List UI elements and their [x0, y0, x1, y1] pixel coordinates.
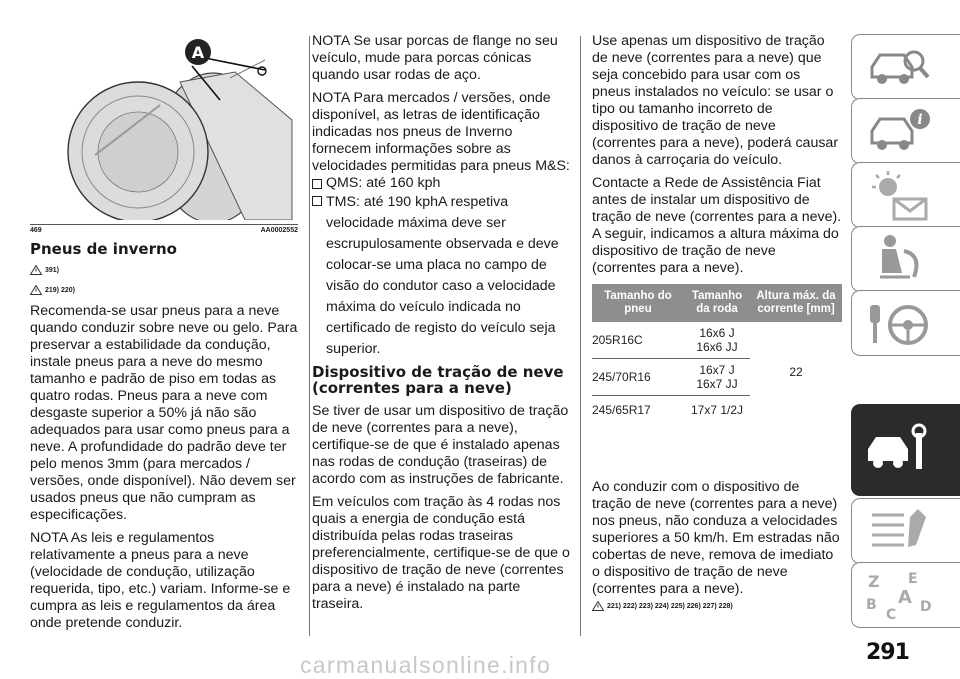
car-info-icon: [864, 105, 934, 157]
winter-tires-paragraph: Recomenda-se usar pneus para a neve quando conduzir sobre neve ou gelo. Para preservar a estabilidade da condução, instale pneus para a neve do mesmo tamanho e padrão de piso em todas as quatro rodas. Pneus para a neve com desgaste superior a 50% já não são adequados para usar como pneus para a neve. A profundidade do padrão deve ter pelo menos 3mm (para mercados / versões, onde disponível). Não devem ser usados pneus que não cumpram as especificações.: [30, 303, 298, 523]
speed-letters-note: NOTA Para mercados / versões, onde disponível, as letras de identificação indicadas nos pneus de Inverno fornecem informações sobre as velocidades permitidas para pneus M&S:: [312, 90, 570, 174]
car-search-icon: [864, 41, 934, 93]
warning-ref-1: 391): [30, 265, 298, 275]
table-cell-max-height: 22: [789, 364, 803, 379]
tab-key-steering[interactable]: [851, 290, 960, 356]
svg-text:i: i: [917, 112, 923, 128]
awd-paragraph: Em veículos com tração às 4 rodas nos quais a energia de condução está distribuída pelas rodas traseiras preferencialmente, certifique-se de que o dispositivo de tração de neve (correntes para a neve) é instalado na parte traseira.: [312, 494, 570, 612]
tab-alphabet-index[interactable]: [851, 562, 960, 628]
snow-chains-paragraph: Se tiver de usar um dispositivo de tração de neve (correntes para a neve), certifique-se de que é instalado apenas nas rodas de condução (traseiras) de acordo com as instruções de fabricante.: [312, 403, 569, 487]
warning-refs: 221) 222) 223) 224) 225) 226) 227) 228): [592, 601, 842, 611]
table-cell: 245/65R17: [592, 403, 651, 417]
svg-text:Z: Z: [868, 572, 880, 591]
table-cell: 16x6 J 16x6 JJ: [684, 322, 750, 359]
section-title-winter-tires: Pneus de inverno: [30, 240, 177, 258]
warning-triangle-icon: [30, 265, 42, 275]
chain-type-paragraph: Use apenas um dispositivo de tração de neve (correntes para a neve) que seja concebido para usar com os pneus instalados no veículo: se usar o tipo ou tamanho incorreto de dispositivo de tração de neve (correntes para a neve), poderá causar danos à carroçaria do veículo.: [592, 33, 839, 168]
figure-callout: A: [191, 43, 205, 62]
tab-airbag-seat[interactable]: [851, 226, 960, 292]
airbag-seat-icon: [864, 233, 934, 285]
column-divider: [580, 36, 581, 636]
page-number: 291: [866, 640, 909, 665]
table-header: Tamanho do pneu: [592, 284, 684, 322]
list-item-tms: TMS: até 190 kphA respetiva velocidade máxima deve ser escrupulosamente observada e deve colocar-se uma placa no campo de visão do condutor caso a velocidade máxima do veículo indicada no certificado de registo do veículo seja superior.: [312, 192, 570, 360]
section-title-snow-chains: Dispositivo de tração de neve (correntes para a neve): [312, 363, 564, 397]
chain-height-table: [592, 284, 842, 421]
warning-triangle-icon: [30, 285, 42, 295]
svg-text:A: A: [898, 587, 912, 608]
alphabet-index-icon: [864, 569, 934, 621]
checkbox-bullet-icon: [312, 196, 322, 206]
svg-text:D: D: [920, 599, 932, 615]
table-header: Altura máx. da corrente [mm]: [750, 284, 842, 322]
watermark: carmanualsonline.info: [300, 652, 552, 678]
table-cell: 16x7 J 16x7 JJ: [684, 359, 750, 396]
winter-tires-note: NOTA As leis e regulamentos relativamente a pneus para a neve (velocidade de condução, utilização requerida, tipo, etc.) variam. Informe-se e cumpra as leis e regulamentos da área onde pretende conduzir.: [30, 530, 291, 631]
list-item-qms: QMS: até 160 kph: [312, 175, 570, 192]
svg-text:E: E: [908, 571, 918, 587]
driving-with-chains-paragraph: Ao conduzir com o dispositivo de tração de neve (correntes para a neve) nos pneus, não conduza a velocidades superiores a 50 km/h. Em estradas não cobertas de neve, remova de imediato o dispositivo de tração de neve (correntes para a neve).: [592, 479, 840, 597]
figure-number: 469: [30, 227, 42, 234]
car-wrench-icon: [864, 423, 934, 475]
table-cell: 17x7 1/2J: [690, 403, 744, 417]
table-row: [592, 322, 842, 359]
svg-text:B: B: [866, 597, 877, 613]
table-cell: 205R16C: [592, 322, 684, 359]
column-divider: [309, 36, 310, 636]
tab-specs-list[interactable]: [851, 498, 960, 564]
table-header-row: [592, 284, 842, 322]
column-1: [30, 241, 298, 638]
column-3: [592, 33, 842, 283]
figure-code: AA0002552: [260, 227, 298, 234]
specs-list-icon: [864, 505, 934, 557]
tab-car-info[interactable]: [851, 98, 960, 164]
svg-text:C: C: [886, 607, 897, 621]
key-steering-icon: [864, 297, 934, 349]
tire-figure: [30, 30, 298, 220]
tab-car-search[interactable]: [851, 34, 960, 100]
flange-nuts-note: NOTA Se usar porcas de flange no seu veículo, mude para porcas cónicas quando usar rodas de aço.: [312, 33, 558, 83]
checkbox-bullet-icon: [312, 179, 322, 189]
warning-lights-icon: [864, 169, 934, 221]
warning-ref-2: 219) 220): [30, 285, 298, 295]
table-header: Tamanho da roda: [684, 284, 750, 322]
figure-caption: [30, 224, 298, 234]
table-cell: 245/70R16: [592, 359, 684, 396]
warning-triangle-icon: [592, 601, 604, 611]
column-2: [312, 33, 570, 619]
assistance-paragraph: Contacte a Rede de Assistência Fiat antes de instalar um dispositivo de tração de neve (correntes para a neve). A seguir, indicamos a altura máxima do dispositivo de tração de neve (correntes para a neve).: [592, 175, 842, 276]
tab-warning-lights[interactable]: [851, 162, 960, 228]
column-3-bottom: [592, 479, 842, 611]
tab-car-wrench[interactable]: [851, 404, 960, 496]
